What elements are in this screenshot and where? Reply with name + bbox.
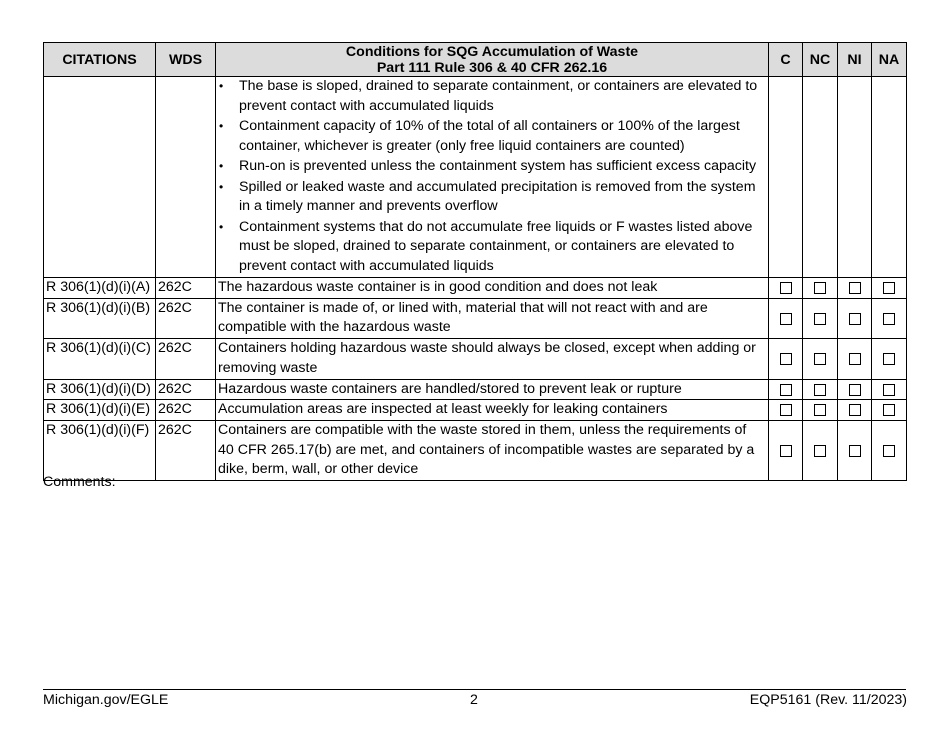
checklist-table	[43, 42, 907, 481]
condition-cell: Accumulation areas are inspected at least weekly for leaking containers	[216, 400, 769, 421]
containment-bullet-list	[218, 77, 766, 276]
na-checkbox[interactable]	[883, 353, 895, 365]
bullet-text: Containment capacity of 10% of the total of all containers or 100% of the largest container, whichever is greater (only free liquid containers are counted)	[239, 118, 740, 154]
na-checkbox[interactable]	[883, 445, 895, 457]
condition-cell: Hazardous waste containers are handled/stored to prevent leak or rupture	[216, 379, 769, 400]
c-checkbox[interactable]	[780, 384, 792, 396]
nc-checkbox[interactable]	[814, 384, 826, 396]
empty-citation-cell	[44, 77, 156, 278]
na-checkbox[interactable]	[883, 313, 895, 325]
bullet-list-cell	[216, 77, 769, 278]
na-checkbox-cell	[872, 400, 907, 421]
bullet-text: Containment systems that do not accumulate free liquids or F wastes listed above must be sloped, drained to separate containment, or containers are elevated to prevent contact with accumulated liquids	[239, 218, 753, 274]
c-checkbox[interactable]	[780, 445, 792, 457]
wds-cell: 262C	[156, 278, 216, 299]
condition-cell: Containers are compatible with the waste stored in them, unless the requirements of 40 CFR 265.17(b) are met, and containers of incompatible wastes are separated by a dike, berm, wall, or other device	[216, 420, 769, 480]
nc-checkbox[interactable]	[814, 445, 826, 457]
nc-checkbox[interactable]	[814, 404, 826, 416]
na-checkbox-cell	[872, 379, 907, 400]
ni-checkbox[interactable]	[849, 282, 861, 294]
bullet-item	[218, 178, 766, 217]
na-checkbox[interactable]	[883, 404, 895, 416]
na-checkbox[interactable]	[883, 384, 895, 396]
na-checkbox-cell	[872, 298, 907, 338]
table-row	[44, 379, 907, 400]
citation-cell: R 306(1)(d)(i)(A)	[44, 278, 156, 299]
empty-na-cell	[872, 77, 907, 278]
bullet-item	[218, 117, 766, 156]
table-row	[44, 278, 907, 299]
citation-cell: R 306(1)(d)(i)(E)	[44, 400, 156, 421]
ni-checkbox[interactable]	[849, 445, 861, 457]
citation-cell: R 306(1)(d)(i)(F)	[44, 420, 156, 480]
conditions-header-subtitle: Part 111 Rule 306 & 40 CFR 262.16	[376, 59, 608, 76]
nc-checkbox-cell	[803, 298, 838, 338]
bullet-icon: •	[219, 119, 224, 133]
na-header: NA	[872, 43, 907, 77]
c-checkbox-cell	[769, 298, 803, 338]
na-checkbox[interactable]	[883, 282, 895, 294]
footer-website: Michigan.gov/EGLE	[43, 692, 169, 708]
ni-checkbox[interactable]	[849, 404, 861, 416]
c-checkbox-cell	[769, 420, 803, 480]
footer-divider	[43, 689, 906, 690]
citation-cell: R 306(1)(d)(i)(C)	[44, 339, 156, 379]
wds-cell: 262C	[156, 400, 216, 421]
bullet-icon: •	[219, 219, 224, 234]
wds-cell: 262C	[156, 339, 216, 379]
c-header: C	[769, 43, 803, 77]
nc-checkbox[interactable]	[814, 282, 826, 294]
c-checkbox[interactable]	[780, 353, 792, 365]
nc-checkbox-cell	[803, 420, 838, 480]
citation-cell: R 306(1)(d)(i)(B)	[44, 298, 156, 338]
nc-checkbox-cell	[803, 278, 838, 299]
footer-page-number: 2	[470, 692, 478, 708]
wds-cell: 262C	[156, 298, 216, 338]
condition-cell: Containers holding hazardous waste should always be closed, except when adding or removing waste	[216, 339, 769, 379]
empty-c-cell	[769, 77, 803, 278]
table-row	[44, 400, 907, 421]
nc-checkbox-cell	[803, 379, 838, 400]
empty-ni-cell	[838, 77, 872, 278]
c-checkbox[interactable]	[780, 282, 792, 294]
empty-nc-cell	[803, 77, 838, 278]
table-row	[44, 339, 907, 379]
c-checkbox-cell	[769, 379, 803, 400]
wds-cell: 262C	[156, 379, 216, 400]
nc-checkbox[interactable]	[814, 313, 826, 325]
bullet-item	[218, 77, 766, 116]
na-checkbox-cell	[872, 420, 907, 480]
ni-checkbox-cell	[838, 400, 872, 421]
ni-checkbox-cell	[838, 298, 872, 338]
bullet-icon: •	[219, 159, 224, 173]
bullet-row	[44, 77, 907, 278]
nc-checkbox[interactable]	[814, 353, 826, 365]
nc-checkbox-cell	[803, 400, 838, 421]
ni-checkbox-cell	[838, 278, 872, 299]
c-checkbox[interactable]	[780, 313, 792, 325]
na-checkbox-cell	[872, 278, 907, 299]
conditions-header-title: Conditions for SQG Accumulation of Waste	[345, 43, 639, 60]
bullet-text: Spilled or leaked waste and accumulated precipitation is removed from the system in a timely manner and prevents overflow	[239, 178, 756, 214]
c-checkbox-cell	[769, 400, 803, 421]
ni-checkbox-cell	[838, 339, 872, 379]
ni-checkbox[interactable]	[849, 353, 861, 365]
wds-header: WDS	[156, 43, 216, 77]
c-checkbox-cell	[769, 339, 803, 379]
ni-checkbox[interactable]	[849, 384, 861, 396]
c-checkbox-cell	[769, 278, 803, 299]
comments-label: Comments:	[43, 474, 116, 490]
ni-checkbox-cell	[838, 379, 872, 400]
condition-cell: The hazardous waste container is in good condition and does not leak	[216, 278, 769, 299]
ni-header: NI	[838, 43, 872, 77]
bullet-text: Run-on is prevented unless the containment system has sufficient excess capacity	[239, 158, 757, 174]
bullet-icon: •	[219, 179, 224, 194]
nc-checkbox-cell	[803, 339, 838, 379]
bullet-text: The base is sloped, drained to separate containment, or containers are elevated to prevent contact with accumulated liquids	[239, 78, 758, 114]
ni-checkbox-cell	[838, 420, 872, 480]
condition-cell: The container is made of, or lined with, material that will not react with and are compatible with the hazardous waste	[216, 298, 769, 338]
table-row	[44, 420, 907, 480]
ni-checkbox[interactable]	[849, 313, 861, 325]
empty-wds-cell	[156, 77, 216, 278]
bullet-item	[218, 157, 766, 177]
na-checkbox-cell	[872, 339, 907, 379]
table-header-row	[44, 43, 907, 77]
citations-header: CITATIONS	[44, 43, 156, 77]
conditions-header	[216, 43, 769, 77]
citation-cell: R 306(1)(d)(i)(D)	[44, 379, 156, 400]
bullet-icon: •	[219, 79, 224, 93]
wds-cell: 262C	[156, 420, 216, 480]
footer-form-number: EQP5161 (Rev. 11/2023)	[749, 692, 907, 708]
bullet-item	[218, 218, 766, 277]
table-row	[44, 298, 907, 338]
nc-header: NC	[803, 43, 838, 77]
c-checkbox[interactable]	[780, 404, 792, 416]
